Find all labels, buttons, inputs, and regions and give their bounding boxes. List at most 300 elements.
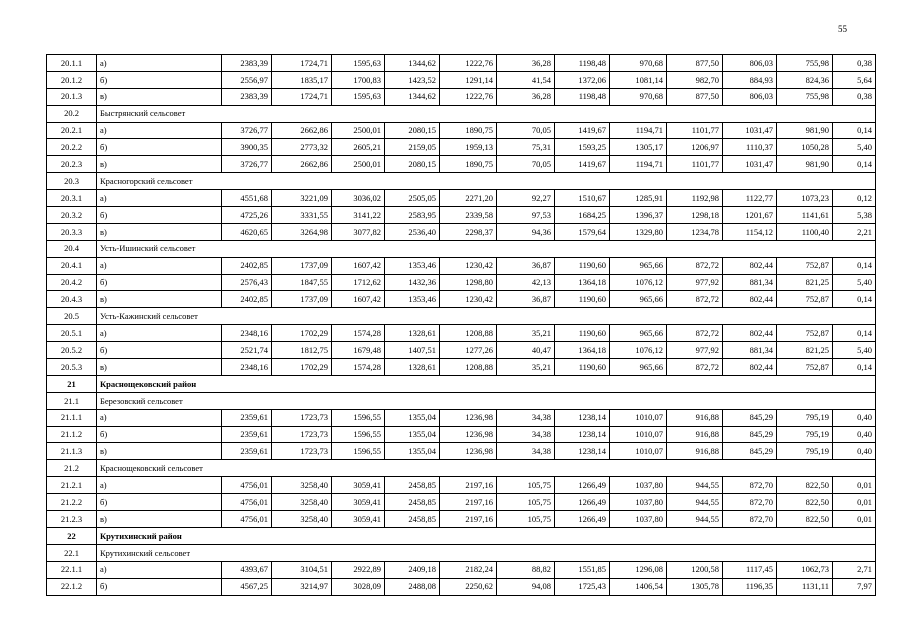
table-row	[47, 207, 876, 224]
value-cell: 2182,24	[440, 561, 497, 578]
row-code: 21	[47, 375, 97, 392]
value-cell: 4567,25	[222, 578, 272, 595]
row-label: б)	[97, 342, 222, 359]
value-cell: 2505,05	[385, 190, 440, 207]
value-cell: 1190,60	[555, 291, 610, 308]
row-label: а)	[97, 257, 222, 274]
value-cell: 1010,07	[610, 426, 667, 443]
value-cell: 821,25	[777, 342, 833, 359]
blank-cell	[272, 392, 876, 409]
value-cell: 0,14	[833, 156, 876, 173]
value-cell: 872,72	[667, 359, 723, 376]
value-cell: 0,14	[833, 325, 876, 342]
value-cell: 2409,18	[385, 561, 440, 578]
table-row	[47, 325, 876, 342]
row-label: в)	[97, 443, 222, 460]
value-cell: 2359,61	[222, 409, 272, 426]
value-cell: 36,87	[497, 257, 555, 274]
section-heading-row	[47, 392, 876, 409]
row-label: а)	[97, 122, 222, 139]
value-cell: 35,21	[497, 325, 555, 342]
row-label: б)	[97, 274, 222, 291]
value-cell: 5,40	[833, 139, 876, 156]
row-code: 20.4.3	[47, 291, 97, 308]
table-row	[47, 359, 876, 376]
value-cell: 1076,12	[610, 274, 667, 291]
value-cell: 4756,01	[222, 511, 272, 528]
table-row	[47, 223, 876, 240]
value-cell: 1236,98	[440, 426, 497, 443]
section-heading-row	[47, 460, 876, 477]
value-cell: 5,38	[833, 207, 876, 224]
row-label: в)	[97, 291, 222, 308]
value-cell: 2458,85	[385, 511, 440, 528]
value-cell: 752,87	[777, 291, 833, 308]
value-cell: 1406,54	[610, 578, 667, 595]
value-cell: 3141,22	[332, 207, 385, 224]
value-cell: 1122,77	[723, 190, 777, 207]
value-cell: 3104,51	[272, 561, 332, 578]
value-cell: 0,12	[833, 190, 876, 207]
value-cell: 977,92	[667, 274, 723, 291]
value-cell: 1737,09	[272, 291, 332, 308]
value-cell: 1192,98	[667, 190, 723, 207]
value-cell: 5,40	[833, 342, 876, 359]
value-cell: 821,25	[777, 274, 833, 291]
value-cell: 2339,58	[440, 207, 497, 224]
blank-cell	[272, 105, 876, 122]
row-code: 21.1.1	[47, 409, 97, 426]
value-cell: 2662,86	[272, 156, 332, 173]
row-label: в)	[97, 156, 222, 173]
value-cell: 4756,01	[222, 494, 272, 511]
value-cell: 34,38	[497, 443, 555, 460]
value-cell: 795,19	[777, 443, 833, 460]
value-cell: 1131,11	[777, 578, 833, 595]
value-cell: 88,82	[497, 561, 555, 578]
value-cell: 1236,98	[440, 409, 497, 426]
value-cell: 981,90	[777, 156, 833, 173]
value-cell: 1574,28	[332, 325, 385, 342]
value-cell: 1737,09	[272, 257, 332, 274]
value-cell: 1712,62	[332, 274, 385, 291]
value-cell: 3264,98	[272, 223, 332, 240]
table-row	[47, 426, 876, 443]
row-code: 20.3.2	[47, 207, 97, 224]
value-cell: 884,93	[723, 71, 777, 88]
value-cell: 1596,55	[332, 443, 385, 460]
row-code: 20.3.3	[47, 223, 97, 240]
value-cell: 36,87	[497, 291, 555, 308]
value-cell: 1194,71	[610, 122, 667, 139]
value-cell: 802,44	[723, 325, 777, 342]
value-cell: 1230,42	[440, 291, 497, 308]
value-cell: 970,68	[610, 55, 667, 72]
table-row	[47, 190, 876, 207]
value-cell: 2402,85	[222, 257, 272, 274]
value-cell: 970,68	[610, 88, 667, 105]
value-cell: 1835,17	[272, 71, 332, 88]
value-cell: 1117,45	[723, 561, 777, 578]
value-cell: 0,38	[833, 88, 876, 105]
value-cell: 3077,82	[332, 223, 385, 240]
value-cell: 0,14	[833, 122, 876, 139]
value-cell: 981,90	[777, 122, 833, 139]
value-cell: 916,88	[667, 409, 723, 426]
district-title: Крутихинский район	[97, 527, 272, 544]
value-cell: 1812,75	[272, 342, 332, 359]
section-heading-row	[47, 544, 876, 561]
table-row	[47, 274, 876, 291]
value-cell: 3726,77	[222, 156, 272, 173]
value-cell: 70,05	[497, 122, 555, 139]
district-title: Краснощековский район	[97, 375, 272, 392]
value-cell: 1419,67	[555, 156, 610, 173]
value-cell: 1234,78	[667, 223, 723, 240]
value-cell: 35,21	[497, 359, 555, 376]
value-cell: 872,70	[723, 511, 777, 528]
value-cell: 1110,37	[723, 139, 777, 156]
value-cell: 42,13	[497, 274, 555, 291]
value-cell: 2605,21	[332, 139, 385, 156]
value-cell: 1574,28	[332, 359, 385, 376]
row-label: б)	[97, 207, 222, 224]
row-code: 21.1	[47, 392, 97, 409]
value-cell: 1208,88	[440, 359, 497, 376]
row-label: а)	[97, 190, 222, 207]
value-cell: 2197,16	[440, 494, 497, 511]
value-cell: 1364,18	[555, 274, 610, 291]
value-cell: 806,03	[723, 55, 777, 72]
value-cell: 4620,65	[222, 223, 272, 240]
section-heading-row	[47, 240, 876, 257]
value-cell: 1196,35	[723, 578, 777, 595]
row-code: 20.1.3	[47, 88, 97, 105]
value-cell: 802,44	[723, 291, 777, 308]
table-row	[47, 342, 876, 359]
row-code: 21.2.1	[47, 477, 97, 494]
value-cell: 2383,39	[222, 55, 272, 72]
blank-cell	[272, 375, 876, 392]
value-cell: 881,34	[723, 342, 777, 359]
value-cell: 105,75	[497, 511, 555, 528]
section-heading-row	[47, 105, 876, 122]
row-code: 20.4.2	[47, 274, 97, 291]
value-cell: 1198,48	[555, 55, 610, 72]
value-cell: 2521,74	[222, 342, 272, 359]
value-cell: 3900,35	[222, 139, 272, 156]
value-cell: 881,34	[723, 274, 777, 291]
value-cell: 1596,55	[332, 426, 385, 443]
value-cell: 755,98	[777, 88, 833, 105]
value-cell: 822,50	[777, 511, 833, 528]
value-cell: 1593,25	[555, 139, 610, 156]
row-code: 22	[47, 527, 97, 544]
value-cell: 944,55	[667, 494, 723, 511]
value-cell: 1890,75	[440, 122, 497, 139]
value-cell: 1198,48	[555, 88, 610, 105]
section-title: Крутихинский сельсовет	[97, 544, 272, 561]
blank-cell	[272, 527, 876, 544]
value-cell: 916,88	[667, 426, 723, 443]
value-cell: 1595,63	[332, 55, 385, 72]
value-cell: 75,31	[497, 139, 555, 156]
value-cell: 2662,86	[272, 122, 332, 139]
value-cell: 1081,14	[610, 71, 667, 88]
row-code: 21.2.2	[47, 494, 97, 511]
table-row	[47, 122, 876, 139]
value-cell: 1847,55	[272, 274, 332, 291]
value-cell: 2197,16	[440, 511, 497, 528]
table-row	[47, 511, 876, 528]
value-cell: 2536,40	[385, 223, 440, 240]
value-cell: 1702,29	[272, 325, 332, 342]
value-cell: 1010,07	[610, 409, 667, 426]
value-cell: 1595,63	[332, 88, 385, 105]
value-cell: 1285,91	[610, 190, 667, 207]
value-cell: 822,50	[777, 494, 833, 511]
value-cell: 1579,64	[555, 223, 610, 240]
value-cell: 1194,71	[610, 156, 667, 173]
value-cell: 944,55	[667, 511, 723, 528]
value-cell: 877,50	[667, 88, 723, 105]
table-row	[47, 578, 876, 595]
value-cell: 1141,61	[777, 207, 833, 224]
row-code: 20.2.2	[47, 139, 97, 156]
value-cell: 3036,02	[332, 190, 385, 207]
value-cell: 982,70	[667, 71, 723, 88]
value-cell: 0,14	[833, 257, 876, 274]
value-cell: 2271,20	[440, 190, 497, 207]
value-cell: 4393,67	[222, 561, 272, 578]
value-cell: 2922,89	[332, 561, 385, 578]
table-row	[47, 443, 876, 460]
blank-cell	[272, 240, 876, 257]
value-cell: 2500,01	[332, 122, 385, 139]
value-cell: 1062,73	[777, 561, 833, 578]
value-cell: 1291,14	[440, 71, 497, 88]
value-cell: 3059,41	[332, 511, 385, 528]
value-cell: 7,97	[833, 578, 876, 595]
value-cell: 2402,85	[222, 291, 272, 308]
value-cell: 1236,98	[440, 443, 497, 460]
value-cell: 1890,75	[440, 156, 497, 173]
value-cell: 1031,47	[723, 122, 777, 139]
value-cell: 3726,77	[222, 122, 272, 139]
value-cell: 944,55	[667, 477, 723, 494]
value-cell: 1700,83	[332, 71, 385, 88]
row-code: 21.2	[47, 460, 97, 477]
value-cell: 1355,04	[385, 409, 440, 426]
row-code: 20.5	[47, 308, 97, 325]
row-code: 20.2.3	[47, 156, 97, 173]
value-cell: 1353,46	[385, 291, 440, 308]
value-cell: 1190,60	[555, 359, 610, 376]
value-cell: 3214,97	[272, 578, 332, 595]
value-cell: 822,50	[777, 477, 833, 494]
value-cell: 1031,47	[723, 156, 777, 173]
section-heading-row	[47, 308, 876, 325]
value-cell: 94,08	[497, 578, 555, 595]
row-label: б)	[97, 139, 222, 156]
value-cell: 5,40	[833, 274, 876, 291]
value-cell: 872,70	[723, 477, 777, 494]
value-cell: 1684,25	[555, 207, 610, 224]
value-cell: 2583,95	[385, 207, 440, 224]
value-cell: 0,14	[833, 291, 876, 308]
row-code: 20.3.1	[47, 190, 97, 207]
value-cell: 2080,15	[385, 122, 440, 139]
row-label: а)	[97, 561, 222, 578]
value-cell: 1101,77	[667, 156, 723, 173]
table-row	[47, 409, 876, 426]
value-cell: 2359,61	[222, 443, 272, 460]
value-cell: 94,36	[497, 223, 555, 240]
value-cell: 845,29	[723, 426, 777, 443]
value-cell: 1190,60	[555, 257, 610, 274]
value-cell: 1266,49	[555, 494, 610, 511]
value-cell: 1607,42	[332, 257, 385, 274]
row-code: 20.5.2	[47, 342, 97, 359]
value-cell: 2250,62	[440, 578, 497, 595]
value-cell: 1230,42	[440, 257, 497, 274]
value-cell: 1208,88	[440, 325, 497, 342]
value-cell: 2458,85	[385, 477, 440, 494]
value-cell: 1355,04	[385, 426, 440, 443]
value-cell: 872,72	[667, 257, 723, 274]
value-cell: 3221,09	[272, 190, 332, 207]
value-cell: 1328,61	[385, 359, 440, 376]
value-cell: 1222,76	[440, 55, 497, 72]
value-cell: 1724,71	[272, 88, 332, 105]
value-cell: 3028,09	[332, 578, 385, 595]
value-cell: 1266,49	[555, 511, 610, 528]
value-cell: 4725,26	[222, 207, 272, 224]
table-row	[47, 139, 876, 156]
value-cell: 1723,73	[272, 443, 332, 460]
value-cell: 1050,28	[777, 139, 833, 156]
value-cell: 755,98	[777, 55, 833, 72]
table-row	[47, 88, 876, 105]
value-cell: 1298,18	[667, 207, 723, 224]
value-cell: 1305,17	[610, 139, 667, 156]
row-code: 21.1.3	[47, 443, 97, 460]
value-cell: 1037,80	[610, 511, 667, 528]
value-cell: 1396,37	[610, 207, 667, 224]
value-cell: 872,72	[667, 325, 723, 342]
value-cell: 2500,01	[332, 156, 385, 173]
value-cell: 1100,40	[777, 223, 833, 240]
table-row	[47, 494, 876, 511]
value-cell: 1101,77	[667, 122, 723, 139]
value-cell: 40,47	[497, 342, 555, 359]
value-cell: 1551,85	[555, 561, 610, 578]
section-heading-row	[47, 173, 876, 190]
value-cell: 1364,18	[555, 342, 610, 359]
value-cell: 2197,16	[440, 477, 497, 494]
value-cell: 877,50	[667, 55, 723, 72]
row-label: в)	[97, 223, 222, 240]
row-code: 20.2.1	[47, 122, 97, 139]
value-cell: 1725,43	[555, 578, 610, 595]
row-label: б)	[97, 71, 222, 88]
value-cell: 2348,16	[222, 359, 272, 376]
value-cell: 34,38	[497, 426, 555, 443]
row-label: а)	[97, 477, 222, 494]
row-label: б)	[97, 494, 222, 511]
value-cell: 5,64	[833, 71, 876, 88]
value-cell: 1679,48	[332, 342, 385, 359]
value-cell: 872,70	[723, 494, 777, 511]
row-label: б)	[97, 426, 222, 443]
blank-cell	[272, 308, 876, 325]
table-row	[47, 55, 876, 72]
row-code: 20.1.2	[47, 71, 97, 88]
row-label: в)	[97, 88, 222, 105]
value-cell: 1238,14	[555, 426, 610, 443]
section-title: Березовский сельсовет	[97, 392, 272, 409]
value-cell: 1510,67	[555, 190, 610, 207]
row-code: 20.4	[47, 240, 97, 257]
section-title: Краснощековский сельсовет	[97, 460, 272, 477]
value-cell: 0,01	[833, 494, 876, 511]
row-label: б)	[97, 578, 222, 595]
page-number: 55	[838, 24, 847, 34]
value-cell: 0,01	[833, 477, 876, 494]
value-cell: 824,36	[777, 71, 833, 88]
value-cell: 0,14	[833, 359, 876, 376]
value-cell: 1329,80	[610, 223, 667, 240]
value-cell: 845,29	[723, 443, 777, 460]
value-cell: 1328,61	[385, 325, 440, 342]
section-title: Красногорский сельсовет	[97, 173, 272, 190]
row-code: 20.2	[47, 105, 97, 122]
value-cell: 1723,73	[272, 409, 332, 426]
value-cell: 872,72	[667, 291, 723, 308]
value-cell: 1238,14	[555, 409, 610, 426]
row-code: 22.1	[47, 544, 97, 561]
table-row	[47, 71, 876, 88]
value-cell: 1076,12	[610, 342, 667, 359]
table-row	[47, 477, 876, 494]
value-cell: 965,66	[610, 257, 667, 274]
value-cell: 795,19	[777, 426, 833, 443]
value-cell: 0,40	[833, 426, 876, 443]
value-cell: 802,44	[723, 257, 777, 274]
table-row	[47, 156, 876, 173]
row-code: 20.5.3	[47, 359, 97, 376]
row-label: в)	[97, 359, 222, 376]
value-cell: 1724,71	[272, 55, 332, 72]
tariff-table	[46, 54, 876, 596]
value-cell: 1266,49	[555, 477, 610, 494]
value-cell: 1353,46	[385, 257, 440, 274]
value-cell: 1344,62	[385, 88, 440, 105]
row-label: в)	[97, 511, 222, 528]
value-cell: 2458,85	[385, 494, 440, 511]
value-cell: 1073,23	[777, 190, 833, 207]
value-cell: 1407,51	[385, 342, 440, 359]
value-cell: 1010,07	[610, 443, 667, 460]
value-cell: 2,71	[833, 561, 876, 578]
value-cell: 3258,40	[272, 494, 332, 511]
value-cell: 1596,55	[332, 409, 385, 426]
value-cell: 1222,76	[440, 88, 497, 105]
value-cell: 2080,15	[385, 156, 440, 173]
value-cell: 0,40	[833, 443, 876, 460]
value-cell: 3059,41	[332, 477, 385, 494]
value-cell: 3331,55	[272, 207, 332, 224]
